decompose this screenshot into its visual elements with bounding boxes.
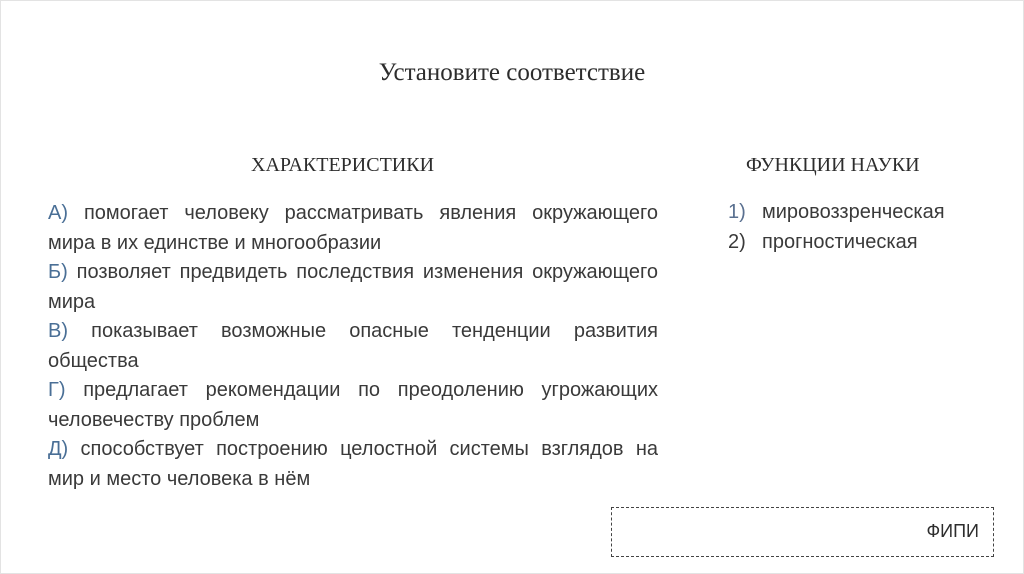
item-text: прогностическая	[762, 231, 918, 253]
list-item	[48, 317, 658, 376]
characteristics-list	[48, 199, 658, 494]
functions-list	[728, 197, 945, 257]
item-number: 2)	[728, 231, 746, 253]
list-item	[48, 376, 658, 435]
item-text: способствует построению целостной системы взглядов на мир и место человека в нём	[48, 438, 659, 490]
source-box	[611, 507, 994, 557]
source-label: ФИПИ	[926, 521, 979, 541]
list-item	[728, 197, 945, 227]
list-item	[48, 435, 658, 494]
functions-heading: ФУНКЦИИ НАУКИ	[746, 154, 920, 176]
list-item	[48, 199, 658, 258]
item-letter: А)	[48, 202, 68, 224]
characteristics-heading: ХАРАКТЕРИСТИКИ	[251, 154, 435, 176]
item-text: предлагает рекомендации по преодолению угрожающих человечеству проблем	[48, 379, 658, 431]
item-letter: Б)	[48, 261, 68, 283]
list-item	[728, 227, 945, 257]
item-text: мировоззренческая	[762, 201, 945, 223]
list-item	[48, 258, 658, 317]
slide-title: Установите соответствие	[378, 59, 646, 86]
item-letter: В)	[48, 320, 68, 342]
item-letter: Д)	[48, 438, 69, 460]
item-text: позволяет предвидеть последствия изменения окружающего мира	[48, 261, 658, 313]
item-letter: Г)	[48, 379, 66, 401]
item-text: помогает человеку рассматривать явления окружающего мира в их единстве и многообразии	[48, 202, 659, 254]
item-text: показывает возможные опасные тенденции развития общества	[48, 320, 658, 372]
item-number: 1)	[728, 201, 746, 223]
